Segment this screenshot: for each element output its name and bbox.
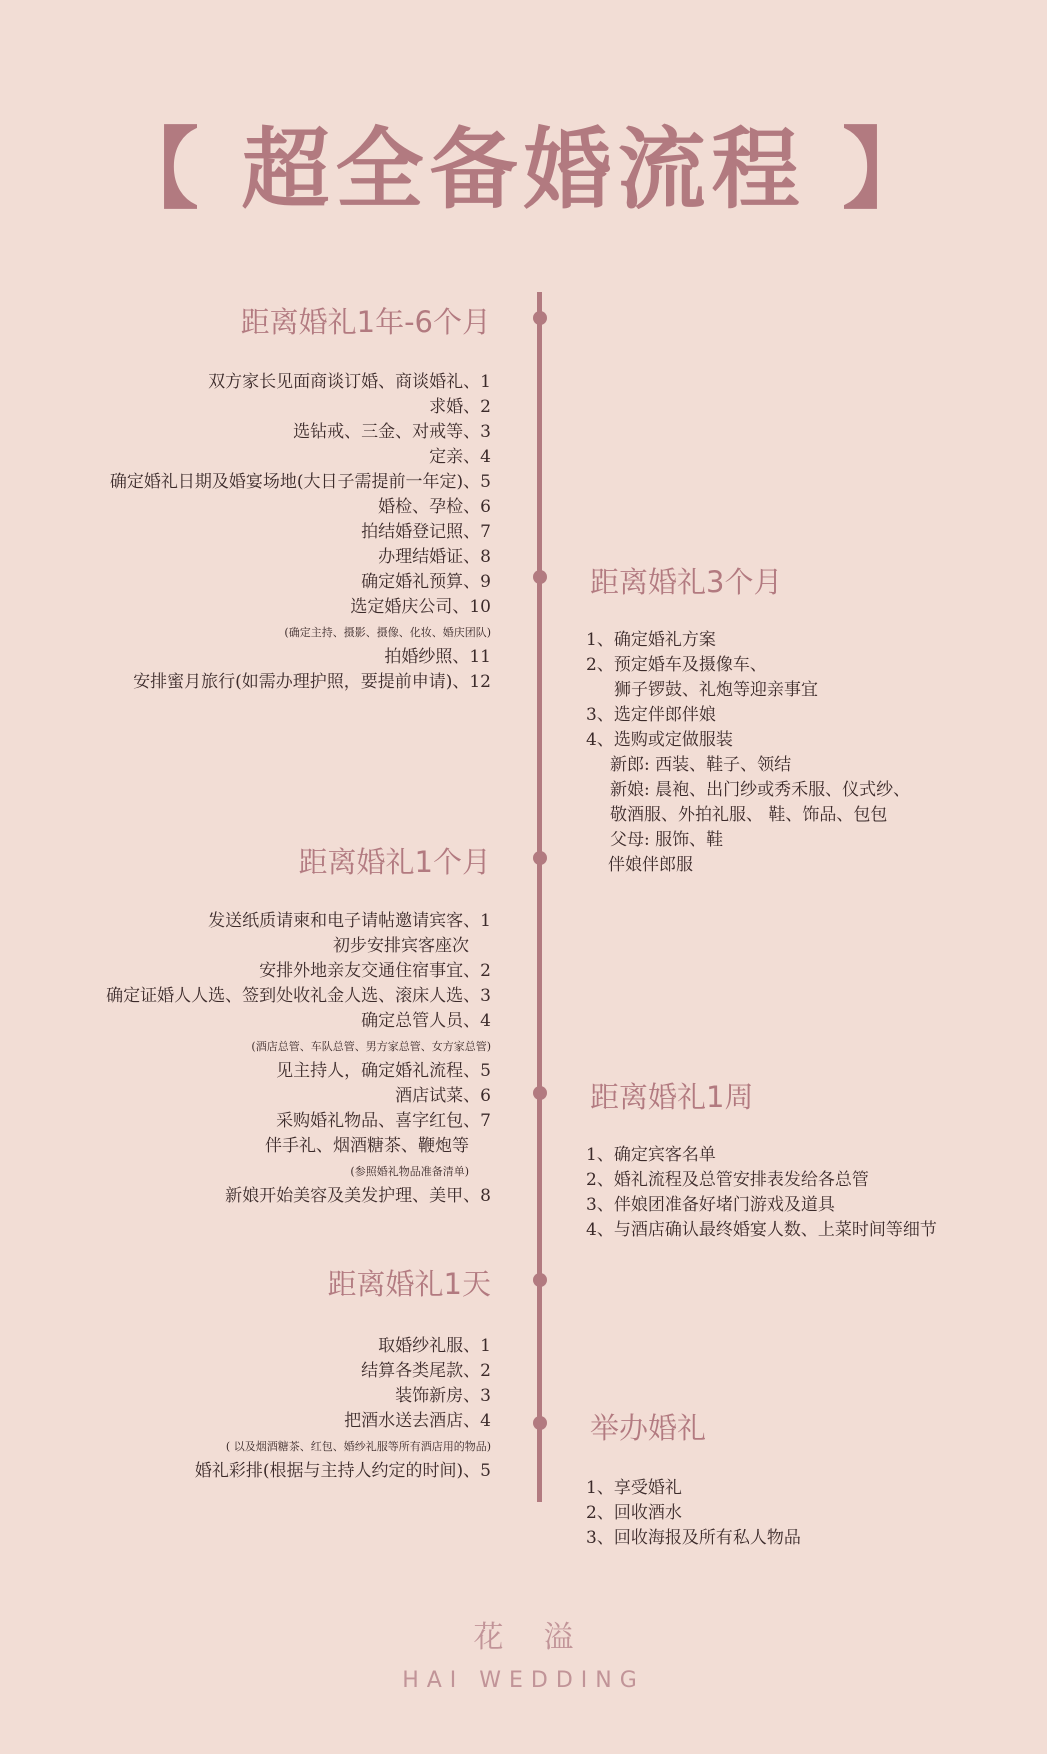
list-item: 1、确定婚礼方案 (586, 630, 716, 650)
list-item: 确定婚礼日期及婚宴场地(大日子需提前一年定)、5 (109, 472, 491, 492)
list-item: 2、回收酒水 (586, 1503, 682, 1523)
section-list-3m (586, 628, 910, 878)
list-item: 1、确定宾客名单 (586, 1145, 716, 1165)
list-item: 伴手礼、烟酒糖茶、鞭炮等 (265, 1136, 469, 1156)
list-note: (确定主持、摄影、摄像、化妆、婚庆团队) (284, 626, 491, 639)
list-item: 初步安排宾客座次 (333, 936, 469, 956)
list-item: 敬酒服、外拍礼服、 鞋、饰品、包包 (610, 805, 888, 825)
timeline-dot (533, 1416, 547, 1430)
page-title: 【 超全备婚流程 】 (110, 117, 937, 221)
list-item: 新娘: 晨袍、出门纱或秀禾服、仪式纱、 (610, 780, 911, 800)
list-item: 采购婚礼物品、喜字红包、7 (276, 1111, 491, 1131)
timeline-line (537, 292, 542, 1502)
list-item: 4、选购或定做服装 (586, 730, 733, 750)
timeline-dot (533, 851, 547, 865)
list-item: 确定总管人员、4 (361, 1011, 491, 1031)
list-item: 安排外地亲友交通住宿事宜、2 (259, 961, 491, 981)
list-item: 婚检、孕检、6 (378, 497, 491, 517)
list-item: 3、伴娘团准备好堵门游戏及道具 (586, 1195, 835, 1215)
list-item: 定亲、4 (429, 447, 491, 467)
list-note: (参照婚礼物品准备清单) (350, 1165, 469, 1178)
list-item: 安排蜜月旅行(如需办理护照，要提前申请)、12 (133, 672, 491, 692)
list-item: 办理结婚证、8 (378, 547, 491, 567)
list-item: 父母: 服饰、鞋 (610, 830, 724, 850)
list-item: 见主持人，确定婚礼流程、5 (276, 1061, 491, 1081)
timeline-dot (533, 1086, 547, 1100)
list-item: 酒店试菜、6 (395, 1086, 491, 1106)
section-heading-1d: 距离婚礼1天 (327, 1267, 491, 1301)
section-list-1y-6m (110, 370, 491, 695)
section-heading-wedding-day: 举办婚礼 (590, 1411, 707, 1445)
section-heading-1m: 距离婚礼1个月 (298, 845, 491, 879)
list-item: 狮子锣鼓、礼炮等迎亲事宜 (614, 680, 818, 700)
section-list-1m (106, 909, 491, 1209)
timeline-dot (533, 311, 547, 325)
section-list-1d (195, 1334, 491, 1484)
list-item: 新郎: 西装、鞋子、领结 (610, 755, 792, 775)
list-item: 4、与酒店确认最终婚宴人数、上菜时间等细节 (586, 1220, 937, 1240)
section-heading-1y-6m: 距离婚礼1年-6个月 (240, 305, 491, 339)
timeline-dot (533, 1273, 547, 1287)
section-heading-1w: 距离婚礼1周 (590, 1080, 754, 1114)
list-note: (酒店总管、车队总管、男方家总管、女方家总管) (251, 1040, 491, 1053)
section-list-1w (586, 1143, 937, 1243)
list-item: 确定证婚人人选、签到处收礼金人选、滚床人选、3 (106, 986, 491, 1006)
list-item: 双方家长见面商谈订婚、商谈婚礼、1 (208, 372, 491, 392)
brand-subtitle: HAI WEDDING (402, 1668, 645, 1693)
list-item: 拍结婚登记照、7 (361, 522, 491, 542)
list-item: 装饰新房、3 (395, 1386, 491, 1406)
list-item: 发送纸质请柬和电子请帖邀请宾客、1 (208, 911, 491, 931)
list-item: 把酒水送去酒店、4 (344, 1411, 491, 1431)
list-item: 2、婚礼流程及总管安排表发给各总管 (586, 1170, 869, 1190)
section-heading-3m: 距离婚礼3个月 (590, 565, 783, 599)
list-item: 新娘开始美容及美发护理、美甲、8 (225, 1186, 491, 1206)
section-list-wedding-day (586, 1476, 801, 1551)
timeline-dot (533, 570, 547, 584)
list-item: 取婚纱礼服、1 (378, 1336, 491, 1356)
list-item: 3、选定伴郎伴娘 (586, 705, 716, 725)
list-item: 结算各类尾款、2 (361, 1361, 491, 1381)
list-item: 3、回收海报及所有私人物品 (586, 1528, 801, 1548)
list-item: 2、预定婚车及摄像车、 (586, 655, 767, 675)
list-item: 选钻戒、三金、对戒等、3 (293, 422, 491, 442)
list-item: 1、享受婚礼 (586, 1478, 682, 1498)
list-item: 确定婚礼预算、9 (361, 572, 491, 592)
list-note: ( 以及烟酒糖茶、红包、婚纱礼服等所有酒店用的物品) (225, 1440, 491, 1453)
list-item: 婚礼彩排(根据与主持人约定的时间)、5 (194, 1461, 491, 1481)
list-item: 选定婚庆公司、10 (350, 597, 491, 617)
list-item: 拍婚纱照、11 (384, 647, 491, 667)
brand-name: 花溢 (473, 1620, 614, 1655)
list-item: 求婚、2 (429, 397, 491, 417)
list-item: 伴娘伴郎服 (608, 855, 693, 875)
